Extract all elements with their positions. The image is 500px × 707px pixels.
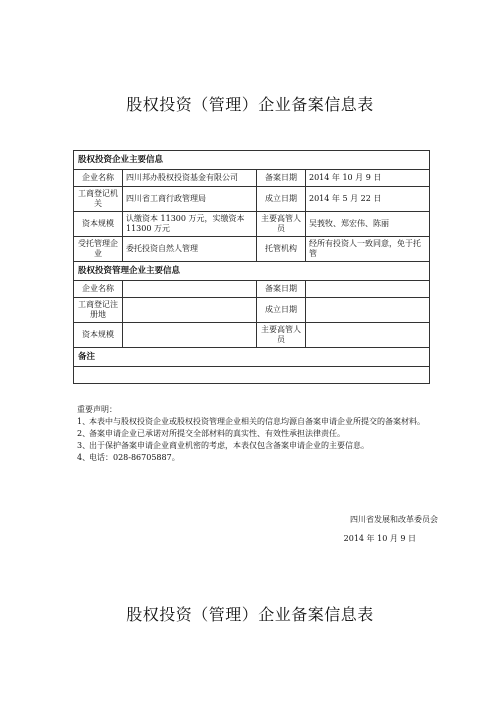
value-mgmt-executives: [306, 323, 430, 348]
notice-item-text: 出于保护备案申请企业商业机密的考虑，本表仅包含备案申请企业的主要信息。: [89, 441, 369, 450]
notice-item-text: 电话：028-86705887。: [89, 453, 180, 462]
value-mgmt-filing-date: [306, 281, 430, 298]
label-founded-date: 成立日期: [257, 187, 306, 212]
value-custodian: 经所有投资人一致同意，免于托管: [306, 237, 430, 262]
label-capital: 资本规模: [74, 212, 123, 237]
notice-item-text: 备案申请企业已承诺对所提交全部材料的真实性、有效性承担法律责任。: [89, 429, 345, 438]
value-mgmt-founded-date: [306, 298, 430, 323]
important-notice: [77, 404, 437, 464]
filing-info-table: [73, 150, 430, 384]
page-title: 股权投资（管理）企业备案信息表: [126, 95, 374, 114]
section-header-investment-company: 股权投资企业主要信息: [74, 151, 430, 170]
label-reg-authority: 工商登记机关: [74, 187, 123, 212]
label-mgmt-reg-place: 工商登记注册地: [74, 298, 123, 323]
notice-item-number: 3、: [77, 441, 91, 450]
section-header-management-company: 股权投资管理企业主要信息: [74, 262, 430, 281]
notice-item-number: 4、: [77, 453, 91, 462]
label-filing-date: 备案日期: [257, 170, 306, 187]
value-mgmt-company-name: [123, 281, 257, 298]
value-mgmt-capital: [123, 323, 257, 348]
issuing-organization: 四川省发展和改革委员会: [350, 515, 438, 524]
value-filing-date: 2014 年 10 月 9 日: [306, 170, 430, 187]
page-title-repeat: 股权投资（管理）企业备案信息表: [126, 605, 374, 624]
value-mgmt-reg-place: [123, 298, 257, 323]
value-trust-mgmt: 委托投资自然人管理: [123, 237, 257, 262]
label-company-name: 企业名称: [74, 170, 123, 187]
value-reg-authority: 四川省工商行政管理局: [123, 187, 257, 212]
label-mgmt-founded-date: 成立日期: [257, 298, 306, 323]
label-executives: 主要高管人员: [257, 212, 306, 237]
section-header-remarks: 备注: [74, 348, 430, 367]
notice-item: [77, 416, 437, 428]
issue-date: 2014 年 10 月 9 日: [343, 534, 416, 543]
label-mgmt-filing-date: 备案日期: [257, 281, 306, 298]
notice-item: [77, 428, 437, 440]
value-capital: 认缴资本 11300 万元，实缴资本 11300 万元: [123, 212, 257, 237]
label-custodian: 托管机构: [257, 237, 306, 262]
notice-item-number: 1、: [77, 417, 91, 426]
notice-heading: 重要声明：: [77, 405, 117, 414]
value-executives: 吴莪牧、郑宏伟、陈丽: [306, 212, 430, 237]
label-mgmt-company-name: 企业名称: [74, 281, 123, 298]
label-trust-mgmt: 受托管理企业: [74, 237, 123, 262]
remarks-content: [74, 367, 430, 384]
notice-item: [77, 440, 437, 452]
label-mgmt-executives: 主要高管人员: [257, 323, 306, 348]
value-founded-date: 2014 年 5 月 22 日: [306, 187, 430, 212]
notice-item-number: 2、: [77, 429, 91, 438]
notice-item-text: 本表中与股权投资企业或股权投资管理企业相关的信息均源自备案申请企业所提交的备案材料。: [89, 417, 425, 426]
notice-item: [77, 452, 437, 464]
label-mgmt-capital: 资本规模: [74, 323, 123, 348]
value-company-name: 四川邦办股权投资基金有限公司: [123, 170, 257, 187]
